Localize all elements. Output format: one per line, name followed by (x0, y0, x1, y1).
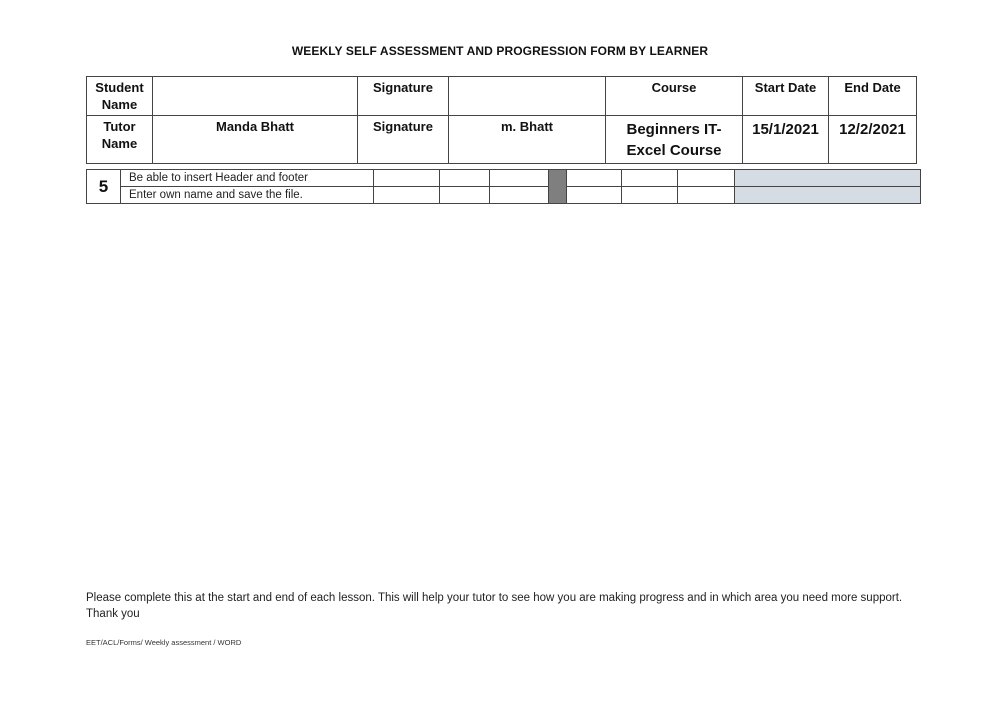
learner-info-table (86, 76, 917, 164)
rating-cell[interactable] (490, 187, 549, 204)
student-row (87, 77, 917, 116)
instructions-note: Please complete this at the start and end of each lesson. This will help your tutor to see how you are making progress and in which area you need more support. Thank you (86, 592, 903, 620)
rating-cell[interactable] (374, 170, 440, 187)
comment-cell[interactable] (735, 170, 921, 187)
tutor-signature-field[interactable]: m. Bhatt (449, 116, 606, 164)
row-number: 5 (87, 170, 121, 204)
skill-item: Be able to insert Header and footer (121, 170, 374, 187)
document-footer: EET/ACL/Forms/ Weekly assessment / WORD (86, 638, 242, 647)
course-label: Course (606, 77, 743, 116)
student-name-label: Student Name (87, 77, 153, 116)
rating-cell[interactable] (440, 187, 490, 204)
comment-cell[interactable] (735, 187, 921, 204)
skill-item: Enter own name and save the file. (121, 187, 374, 204)
student-signature-field[interactable] (449, 77, 606, 116)
rating-cell[interactable] (567, 187, 622, 204)
tutor-name-field[interactable]: Manda Bhatt (153, 116, 358, 164)
table-row (87, 170, 921, 187)
signature-label: Signature (358, 77, 449, 116)
tutor-row (87, 116, 917, 164)
table-row (87, 187, 921, 204)
rating-cell[interactable] (440, 170, 490, 187)
rating-cell[interactable] (490, 170, 549, 187)
form-title: WEEKLY SELF ASSESSMENT AND PROGRESSION FORM BY LEARNER (291, 44, 709, 58)
start-date-label: Start Date (743, 77, 829, 116)
divider-cell (549, 170, 567, 204)
rating-cell[interactable] (678, 187, 735, 204)
rating-cell[interactable] (374, 187, 440, 204)
rating-cell[interactable] (622, 170, 678, 187)
rating-cell[interactable] (567, 170, 622, 187)
student-name-field[interactable] (153, 77, 358, 116)
signature-label: Signature (358, 116, 449, 164)
rating-cell[interactable] (622, 187, 678, 204)
end-date-value: 12/2/2021 (829, 116, 917, 164)
course-value: Beginners IT- Excel Course (606, 116, 743, 164)
start-date-value: 15/1/2021 (743, 116, 829, 164)
tutor-name-label: Tutor Name (87, 116, 153, 164)
rating-cell[interactable] (678, 170, 735, 187)
end-date-label: End Date (829, 77, 917, 116)
progress-table (86, 169, 921, 204)
